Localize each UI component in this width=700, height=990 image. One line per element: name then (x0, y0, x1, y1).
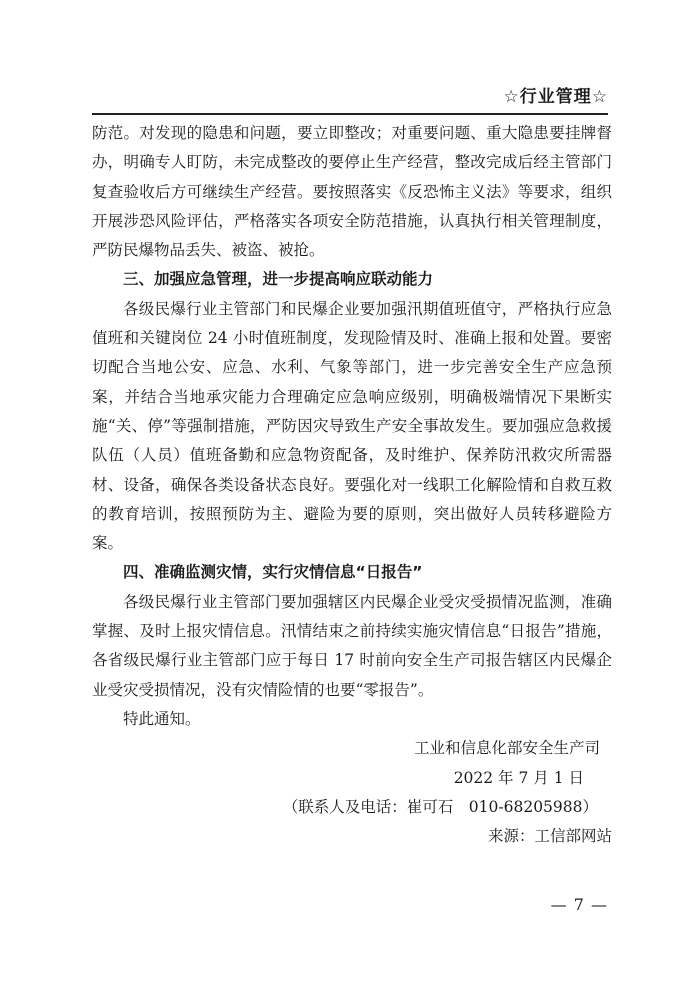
section-3-paragraph: 各级民爆行业主管部门和民爆企业要加强汛期值班值守，严格执行应急值班和关键岗位 24 小时值班制度，发现险情及时、准确上报和处置。要密切配合当地公安、应急、水利、气象等部门，进一步完善安全生产应急预案，并结合当地承灾能力合理确定应急响应级别，明确极端情况下果断实施“关、停”等强制措施，严防因灾导致生产安全事故发生。要加强应急救援队伍（人员）值班备勤和应急物资配备，及时维护、保养防汛救灾所需器材、设备，确保各类设备状态良好。要强化对一线职工化解险情和自救互救的教育培训，按照预防为主、避险为要的原则，突出做好人员转移避险方案。 (92, 299, 612, 553)
page-number: — 7 — (550, 895, 608, 914)
section-header: ☆行业管理☆ (503, 87, 608, 107)
paragraph-intro: 防范。对发现的隐患和问题，要立即整改；对重要问题、重大隐患要挂牌督办，明确专人盯防，未完成整改的要停止生产经营，整改完成后经主管部门复查验收后方可继续生产经营。要按照落实《反恐怖主义法》等要求，组织开展涉恐风险评估，严格落实各项安全防范措施，认真执行相关管理制度，严防民爆物品丢失、被盗、被抢。 (92, 124, 612, 260)
signature-department: 工业和信息化部安全生产司 (413, 739, 600, 758)
closing-line: 特此通知。 (123, 709, 201, 728)
section-3-heading: 三、加强应急管理，进一步提高响应联动能力 (123, 270, 434, 289)
signature-date: 2022 年 7 月 1 日 (453, 768, 584, 787)
signature-contact: （联系人及电话：崔可石 010-68205988） (282, 797, 598, 816)
source-line: 来源：工信部网站 (487, 827, 612, 846)
header-divider (92, 113, 608, 115)
section-4-heading: 四、准确监测灾情，实行灾情信息“日报告” (123, 563, 423, 582)
document-body (92, 119, 612, 851)
section-4-paragraph: 各级民爆行业主管部门要加强辖区内民爆企业受灾受损情况监测，准确掌握、及时上报灾情信息。汛情结束之前持续实施灾情信息“日报告”措施，各省级民爆行业主管部门应于每日 17 时前向安全生产司报告辖区内民爆企业受灾受损情况，没有灾情险情的也要“零报告”。 (92, 592, 612, 699)
